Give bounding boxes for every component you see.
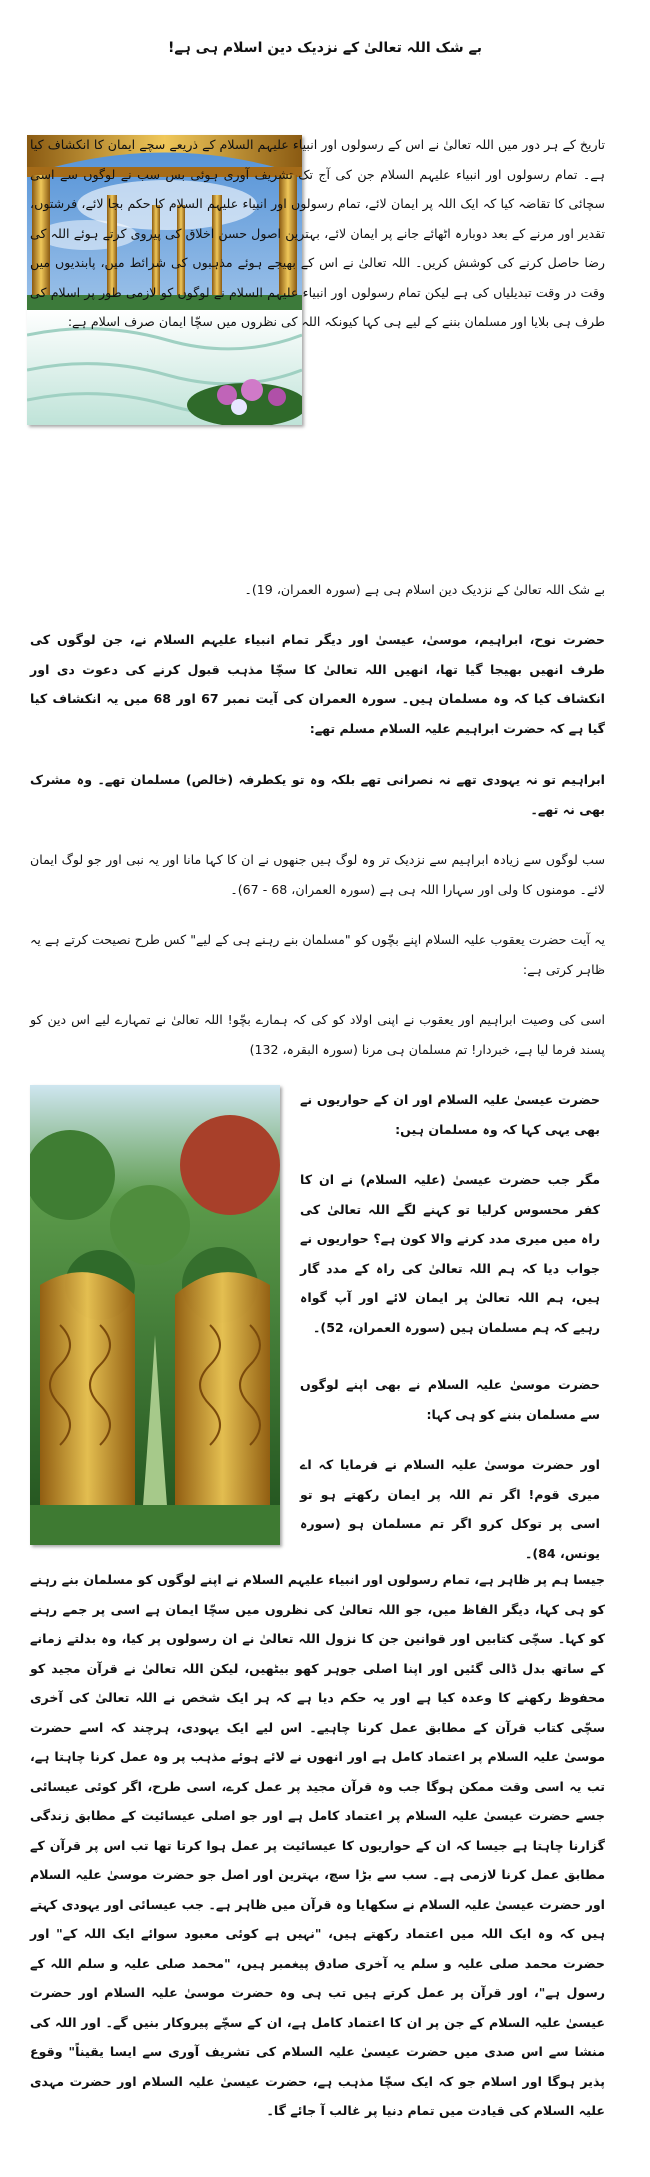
yaqub-intro: یہ آیت حضرت یعقوب علیہ السلام اپنے بچّوں کو "مسلمان بنے رہنے ہی کے لیے" کس طرح نصیحت کرتے ہے یہ ظاہر کرتی ہے: (30, 932, 605, 977)
musa-intro: حضرت موسیٰ علیہ السلام نے بھی اپنے لوگوں سے مسلمان بننے کو ہی کہا: (300, 1377, 600, 1422)
quote-isa: مگر جب حضرت عیسیٰ (علیہ السلام) نے ان کا کفر محسوس کرلیا تو کہنے لگے اللہ تعالیٰ کی راہ میں میری مدد کرنے والا کون ہے؟ حواریوں نے جواب دیا کہ ہم اللہ تعالیٰ کی راہ کے مدد گار ہیں، ہم اللہ تعالیٰ پر ایمان لائے اور آپ گواہ رہیے کہ ہم مسلمان ہیں (سورہ العمران، 52)۔ (300, 1172, 600, 1335)
prophets-paragraph: حضرت نوح، ابراہیم، موسیٰ، عیسیٰ اور دیگر تمام انبیاء علیہم السلام نے، جن لوگوں کی طرف انھیں بھیجا گیا تھا، انھیں اللہ تعالیٰ کا سچّا مذہب قبول کرنے کی دعوت دی اور انکشاف کیا کہ وہ مسلمان ہیں۔ سورہ العمران کی آیت نمبر 67 اور 68 میں یہ انکشاف کیا گیا ہے کہ حضرت ابراہیم علیہ السلام مسلم تھے: (30, 632, 605, 736)
isa-intro: حضرت عیسیٰ علیہ السلام اور ان کے حواریوں نے بھی یہی کہا کہ وہ مسلمان ہیں: (300, 1092, 600, 1137)
golden-gate-forest-image (30, 1085, 280, 1545)
quote-musa: اور حضرت موسیٰ علیہ السلام نے فرمایا کہ اے میری قوم! اگر تم اللہ پر ایمان رکھتے ہو تو اسی پر توکل کرو اگر تم مسلمان ہو (سورہ یونس، 84)۔ (300, 1457, 600, 1561)
quote-ibrahim: ابراہیم تو نہ یہودی تھے نہ نصرانی تھے بلکہ وہ تو یکطرفہ (خالص) مسلمان تھے۔ وہ مشرک بھی نہ تھے۔ (30, 772, 605, 817)
page-title: بے شک اللہ تعالیٰ کے نزدیک دین اسلام ہی ہے! (168, 40, 482, 56)
quote-imran-19: بے شک اللہ تعالیٰ کے نزدیک دین اسلام ہی ہے (سورہ العمران، 19)۔ (244, 582, 605, 597)
conclusion-paragraph: جیسا ہم پر ظاہر ہے، تمام رسولوں اور انبیاء علیہم السلام نے اپنے لوگوں کو مسلمان بنے رہنے کو ہی کہا، دیگر الفاظ میں، جو اللہ تعالیٰ کی نظروں میں سچّا ایمان ہے اسی پر جمے رہنے کو کہا۔ سچّی کتابیں اور قوانین جن کا نزول اللہ تعالیٰ نے ان رسولوں پر کیا، وہ بدلتے زمانے کے ساتھ بدل ڈالی گئیں اور اپنا اصلی جوہر کھو بیٹھیں، لیکن اللہ تعالیٰ نے قرآن مجید کو محفوظ رکھنے کا وعدہ کیا ہے اور یہ حکم دیا ہے کہ ہر ایک شخص نے اللہ تعالیٰ کی آخری سچّی کتاب قرآن کے مطابق عمل کرنا چاہیے۔ اس لیے ایک یہودی، ہرچند کہ اسے حضرت موسیٰ علیہ السلام پر اعتماد کامل ہے اور انھوں نے لائے ہوئے مذہب پر وہ عمل کرنا چاہتا ہے، تب یہ اسی وقت ممکن ہوگا جب وہ قرآن مجید پر عمل کرے، اسی طرح، اگر کوئی عیسائی جسے حضرت عیسیٰ علیہ السلام پر اعتماد کامل ہے اور جو اصلی عیسائیت کے مطابق زندگی گزارنا چاہتا ہے جیسا کہ ان کے حواریوں کا عیسائیت پر عمل ہوا کرتا تھا تب اس پر قرآن کے مطابق عمل کرنا لازمی ہے۔ سب سے بڑا سچ، بہترین اور اصل جو حضرت موسیٰ علیہ السلام اور حضرت عیسیٰ علیہ السلام نے سکھایا وہ قرآن میں ظاہر ہے۔ جب عیسائی اور یہودی کہتے ہیں کہ وہ ایک اللہ میں اعتماد رکھتے ہیں، "نہیں ہے کوئی معبود سوائے ایک اللہ کے" اور حضرت محمد صلی علیہ و سلم یہ آخری صادق پیغمبر ہیں، "محمد صلی علیہ و سلم اللہ کے رسول ہے"، اور قرآن پر عمل کرتے ہیں تب ہی وہ حضرت موسیٰ علیہ السلام اور حضرت عیسیٰ علیہ السلام کے جن پر ان کا اعتماد کامل ہے، ان کے سچّے پیروکار بنیں گے۔ اور اللہ کی منشا سے اس صدی میں حضرت عیسیٰ علیہ السلام کی تشریف آوری سے ایسا یقیناً" وقوع پذیر ہوگا اور اسلام جو کہ ایک سچّا مذہب ہے، حضرت عیسیٰ علیہ السلام اور حضرت مہدی علیہ السلام کی قیادت میں تمام دنیا پر غالب آ جائے گا۔ (30, 1572, 605, 2118)
intro-paragraph: تاریخ کے ہر دور میں اللہ تعالیٰ نے اس کے رسولوں اور انبیاء علیہم السلام کے ذریعے سچے ایمان کا انکشاف کیا ہے۔ تمام رسولوں اور انبیاء علیہم السلام جن کی آج تک تشریف آوری ہوئی بس سب نے لوگوں سے اسی سچائی کا تقاضہ کیا کہ ایک اللہ پر ایمان لائے، تمام رسولوں اور انبیاء علیہم السلام کا حکم بجا لائے، فرشتوں، تقدیر اور مرنے کے بعد دوبارہ اٹھائے جانے پر ایمان لائے، بہترین اصول حسن اخلاق کی پیروی کرتے ہوئے اللہ کی رضا حاصل کرنے کی کوشش کریں۔ اللہ تعالیٰ نے اس کے بھیجے ہوئے مذہبوں کی شرائط میں، پابندیوں میں وقت در وقت تبدیلیاں کی ہے لیکن تمام رسولوں اور انبیاء علیہم السلام نے لوگوں کو لازمی طور پر اسلام کی طرف ہی بلایا اور مسلمان بننے کے لیے ہی کہا کیونکہ اللہ کی نظروں میں سچّا ایمان صرف اسلام ہے: (30, 137, 605, 329)
quote-imran-67-68: سب لوگوں سے زیادہ ابراہیم سے نزدیک تر وہ لوگ ہیں جنھوں نے ان کا کہا مانا اور یہ نبی اور جو لوگ ایمان لائے۔ مومنوں کا ولی اور سہارا اللہ ہی ہے (سورہ العمران، 68 - 67)۔ (30, 852, 605, 897)
quote-baqara: اسی کی وصیت ابراہیم اور یعقوب نے اپنی اولاد کو کی کہ ہمارے بچّو! اللہ تعالیٰ نے تمہارے لیے اس دین کو پسند فرما لیا ہے، خبردار! تم مسلمان ہی مرنا (سورہ البقرہ، 132) (30, 1012, 605, 1057)
